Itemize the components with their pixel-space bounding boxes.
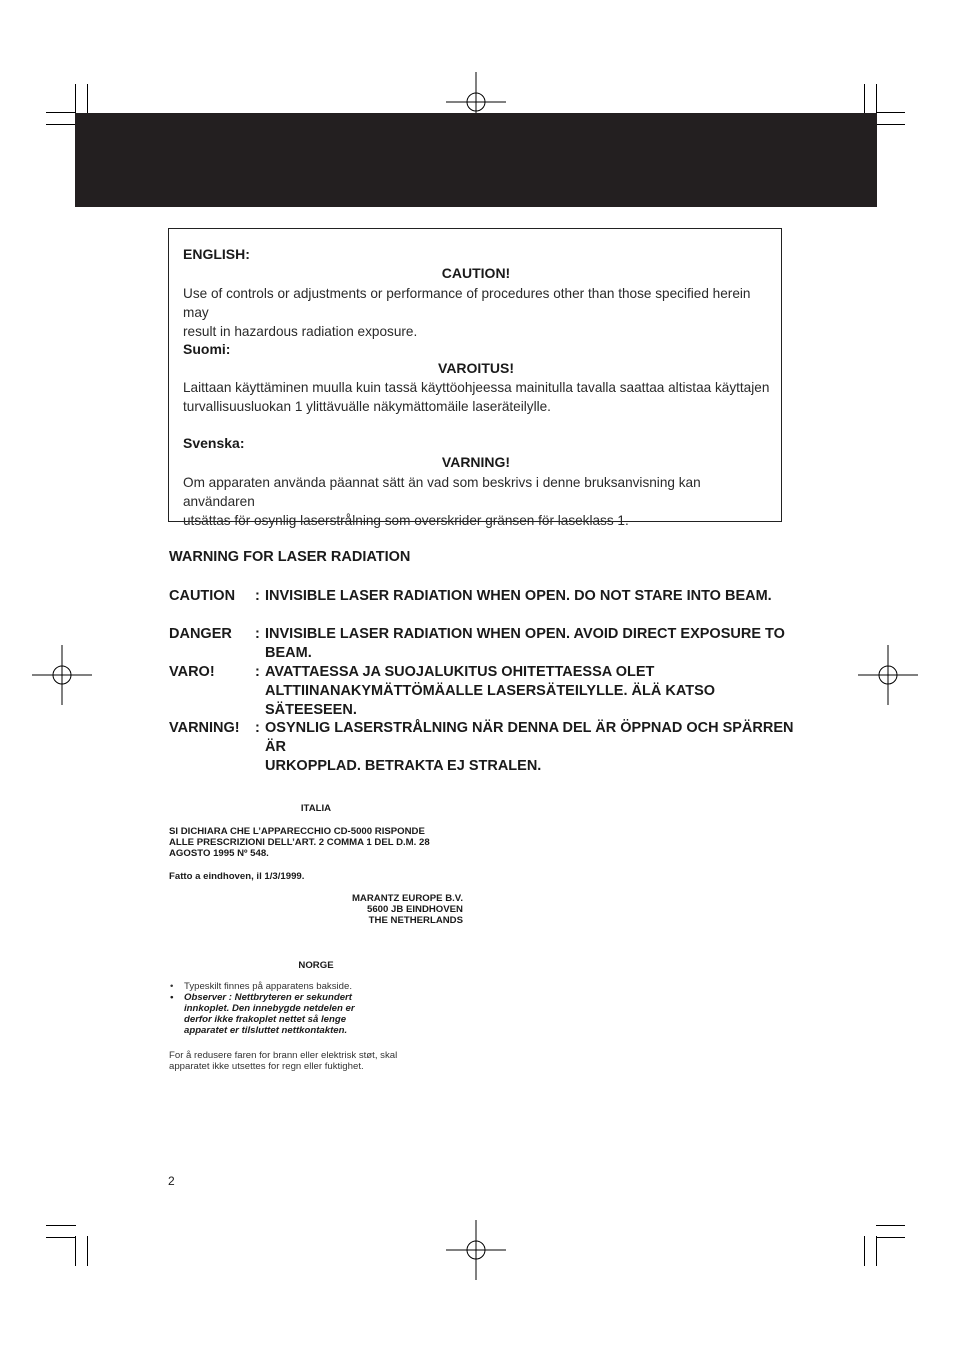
text-line: INVISIBLE LASER RADIATION WHEN OPEN. AVOID DIRECT EXPOSURE TO BEAM. [265,626,785,661]
warning-text [265,663,805,720]
text-line: MARANTZ EUROPE B.V. [351,893,463,904]
warning-key: VARNING! [169,720,240,736]
italia-address [263,893,463,926]
crop-mark [46,1237,76,1238]
bullet-icon: • [170,992,174,1003]
text-line: turvallisuusluokan 1 ylittävuälle näkymättomäile laseräteilylle. [183,399,551,414]
crop-mark [876,124,905,125]
text-line: For å redusere faren for brann eller elektrisk støt, skal [169,1050,398,1061]
norge-bullet-list [169,981,409,1036]
text-line: Use of controls or adjustments or performance of procedures other than those specified herein may [183,286,751,320]
text-line: THE NETHERLANDS [368,915,463,926]
warning-text [265,587,805,606]
list-item [169,992,409,1036]
language-heading-svenska: Svenska: [183,435,245,451]
text-line: innkoplet. Den innebygde netdelen er [184,1003,355,1014]
crop-mark [75,84,76,114]
text-line: Observer : Nettbryteren er sekundert [184,992,352,1003]
varoitus-title: VAROITUS! [438,360,514,376]
crop-mark [876,112,905,113]
laser-warning-title: WARNING FOR LASER RADIATION [169,549,411,565]
italia-declaration [169,826,469,859]
registration-mark-icon [858,645,918,705]
bullet-icon: • [170,981,174,992]
registration-mark-icon [446,1220,506,1280]
crop-mark [46,124,76,125]
text-line: 5600 JB EINDHOVEN [367,904,463,915]
crop-mark [864,84,865,114]
crop-mark [87,1236,88,1266]
caution-text-svenska [183,473,773,530]
text-line: SI DICHIARA CHE L’APPARECCHIO CD-5000 RISPONDE [169,826,425,837]
text-line: utsättas för osynlig laserstrålning som overskrider gränsen för laseklass 1. [183,513,629,528]
warning-key: CAUTION [169,588,236,604]
crop-mark [876,1236,877,1266]
text-line: AVATTAESSA JA SUOJALUKITUS OHITETTAESSA OLET [265,664,655,680]
crop-mark [75,1236,76,1266]
text-line: URKOPPLAD. BETRAKTA EJ STRALEN. [265,758,542,774]
warning-separator: : [255,588,260,604]
crop-mark [87,84,88,114]
text-line: ALLE PRESCRIZIONI DELL’ART. 2 COMMA 1 DEL D.M. 28 [169,837,430,848]
crop-mark [46,1225,76,1226]
crop-mark [876,1237,905,1238]
italia-heading: ITALIA [300,803,332,814]
caution-title: CAUTION! [441,265,511,281]
text-line: INVISIBLE LASER RADIATION WHEN OPEN. DO NOT STARE INTO BEAM. [265,588,772,604]
varning-title: VARNING! [441,454,511,470]
page-number: 2 [168,1174,175,1188]
warning-key: DANGER [169,626,232,642]
warning-separator: : [255,720,260,736]
warning-separator: : [255,664,260,680]
norge-heading: NORGE [298,960,334,971]
warning-text [265,625,805,663]
language-heading-suomi: Suomi: [183,341,231,357]
text-line: OSYNLIG LASERSTRÅLNING NÄR DENNA DEL ÄR ÖPPNAD OCH SPÄRREN ÄR [265,720,794,755]
text-line: Typeskilt finnes på apparatens bakside. [184,981,352,992]
text-line: derfor ikke frakoplet nettet så lenge [184,1014,347,1025]
text-line: Om apparaten använda päannat sätt än vad som beskrivs i denne bruksanvisning kan användaren [183,475,701,509]
text-line: result in hazardous radiation exposure. [183,324,418,339]
warning-text [265,719,805,776]
norge-note [169,1050,449,1072]
caution-text-english [183,284,773,341]
crop-mark [864,1236,865,1266]
list-item [169,981,409,992]
text-line: ALTTIINANAKYMÄTTÖMÄALLE LASERSÄTEILYLLE. ÄLÄ KATSO SÄTEESEEN. [265,683,716,718]
text-line: AGOSTO 1995 Nº 548. [169,848,269,859]
caution-text-suomi [183,378,773,416]
text-line: Laittaan käyttäminen muulla kuin tassä käyttöohjeessa mainitulla tavalla saattaa altistaa käyttajen [183,380,770,395]
warning-separator: : [255,626,260,642]
header-bar [75,113,877,207]
crop-mark [46,112,76,113]
text-line: apparatet er tilsluttet nettkontakten. [184,1025,348,1036]
language-heading-english: ENGLISH: [183,246,250,262]
registration-mark-icon [32,645,92,705]
text-line: apparatet ikke utsettes for regn eller fuktighet. [169,1061,364,1072]
italia-place-date: Fatto a eindhoven, il 1/3/1999. [169,871,305,882]
caution-box [168,228,782,528]
warning-key: VARO! [169,664,215,680]
crop-mark [876,1225,905,1226]
crop-mark [876,84,877,114]
